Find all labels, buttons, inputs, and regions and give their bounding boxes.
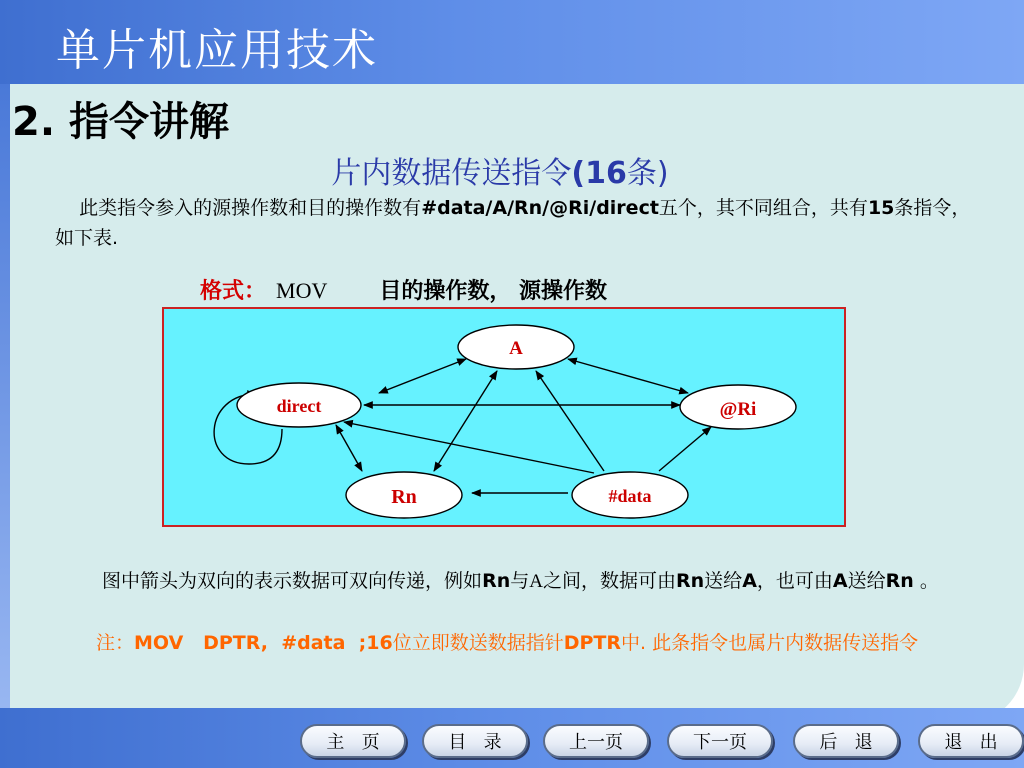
intro-paragraph <box>55 193 975 253</box>
warning-text-3: 中. 此条指令也属片内数据传送指令 <box>621 632 919 654</box>
intro-text-2: 五个，其不同组合，共有 <box>658 197 868 219</box>
warning-text-2: 位立即数送数据指针 <box>392 632 564 654</box>
app-title: 单片机应用技术 <box>56 25 378 76</box>
next-page-button[interactable] <box>667 724 773 758</box>
intro-operands: #data/A/Rn/@Ri/direct <box>421 197 659 219</box>
back-button[interactable] <box>793 724 899 758</box>
title-bar <box>0 0 1024 84</box>
note-text-6: 送给 <box>847 570 886 592</box>
note-text-1: 图中箭头为双向的表示数据可双向传递，例如 <box>102 570 483 592</box>
warning-dptr: DPTR <box>563 632 622 654</box>
arrow-a-ri <box>568 359 688 393</box>
warning-text-1: 注： <box>96 632 135 654</box>
exit-button-label: 退 出 <box>944 732 998 753</box>
arrow-direct-rn <box>336 425 362 471</box>
note-a-3: A <box>832 570 848 592</box>
section-title: 2. 指令讲解 <box>12 99 229 145</box>
arrow-data-a <box>536 371 604 471</box>
intro-text-1: 此类指令参入的源操作数和目的操作数有 <box>79 197 422 219</box>
note-text-2: 与 <box>510 570 530 592</box>
intro-count: 15 <box>867 197 895 219</box>
note-a-2: A <box>742 570 757 592</box>
arrow-data-direct <box>344 422 594 473</box>
node-data-label: #data <box>608 486 652 506</box>
note-text-3: 之间，数据可由 <box>542 570 676 592</box>
slide-subtitle <box>0 148 1000 192</box>
node-ri-label: @Ri <box>719 399 757 420</box>
note-a: A <box>529 571 543 592</box>
subtitle-count: (16 <box>571 156 627 191</box>
contents-button-label: 目 录 <box>448 732 502 753</box>
home-button[interactable] <box>300 724 406 758</box>
arrow-a-direct <box>379 359 466 393</box>
subtitle-suffix: 条) <box>626 156 669 191</box>
arrow-data-ri <box>659 427 711 471</box>
note-rn: Rn <box>482 570 511 592</box>
node-rn-label: Rn <box>391 486 417 508</box>
format-operands: 目的操作数， 源操作数 <box>379 279 608 304</box>
exit-button[interactable] <box>918 724 1024 758</box>
diagram-note <box>96 566 956 597</box>
prev-page-button-label: 上一页 <box>569 732 623 753</box>
intro-text-3: 条指令，如下表. <box>55 197 971 249</box>
contents-button[interactable] <box>422 724 528 758</box>
note-text-7: 。 <box>913 570 939 592</box>
back-button-label: 后 退 <box>819 732 873 753</box>
prev-page-button[interactable] <box>543 724 649 758</box>
note-text-4: 送给 <box>704 570 743 592</box>
warning-code: MOV DPTR, #data ;16 <box>134 632 393 654</box>
next-page-button-label: 下一页 <box>693 732 747 753</box>
warning-note <box>96 628 956 658</box>
home-button-label: 主 页 <box>326 732 380 753</box>
node-a-label: A <box>509 338 523 359</box>
format-line <box>200 274 607 305</box>
format-label: 格式： <box>200 279 267 304</box>
operand-diagram <box>162 307 846 527</box>
diagram-svg <box>164 309 848 529</box>
format-mnemonic: MOV <box>276 278 328 303</box>
note-rn-3: Rn <box>885 570 914 592</box>
node-direct-label: direct <box>276 396 322 416</box>
note-rn-2: Rn <box>676 570 705 592</box>
arrow-a-rn <box>434 371 497 471</box>
subtitle-text: 片内数据传送指令 <box>331 156 572 191</box>
note-text-5: ，也可由 <box>756 570 833 592</box>
